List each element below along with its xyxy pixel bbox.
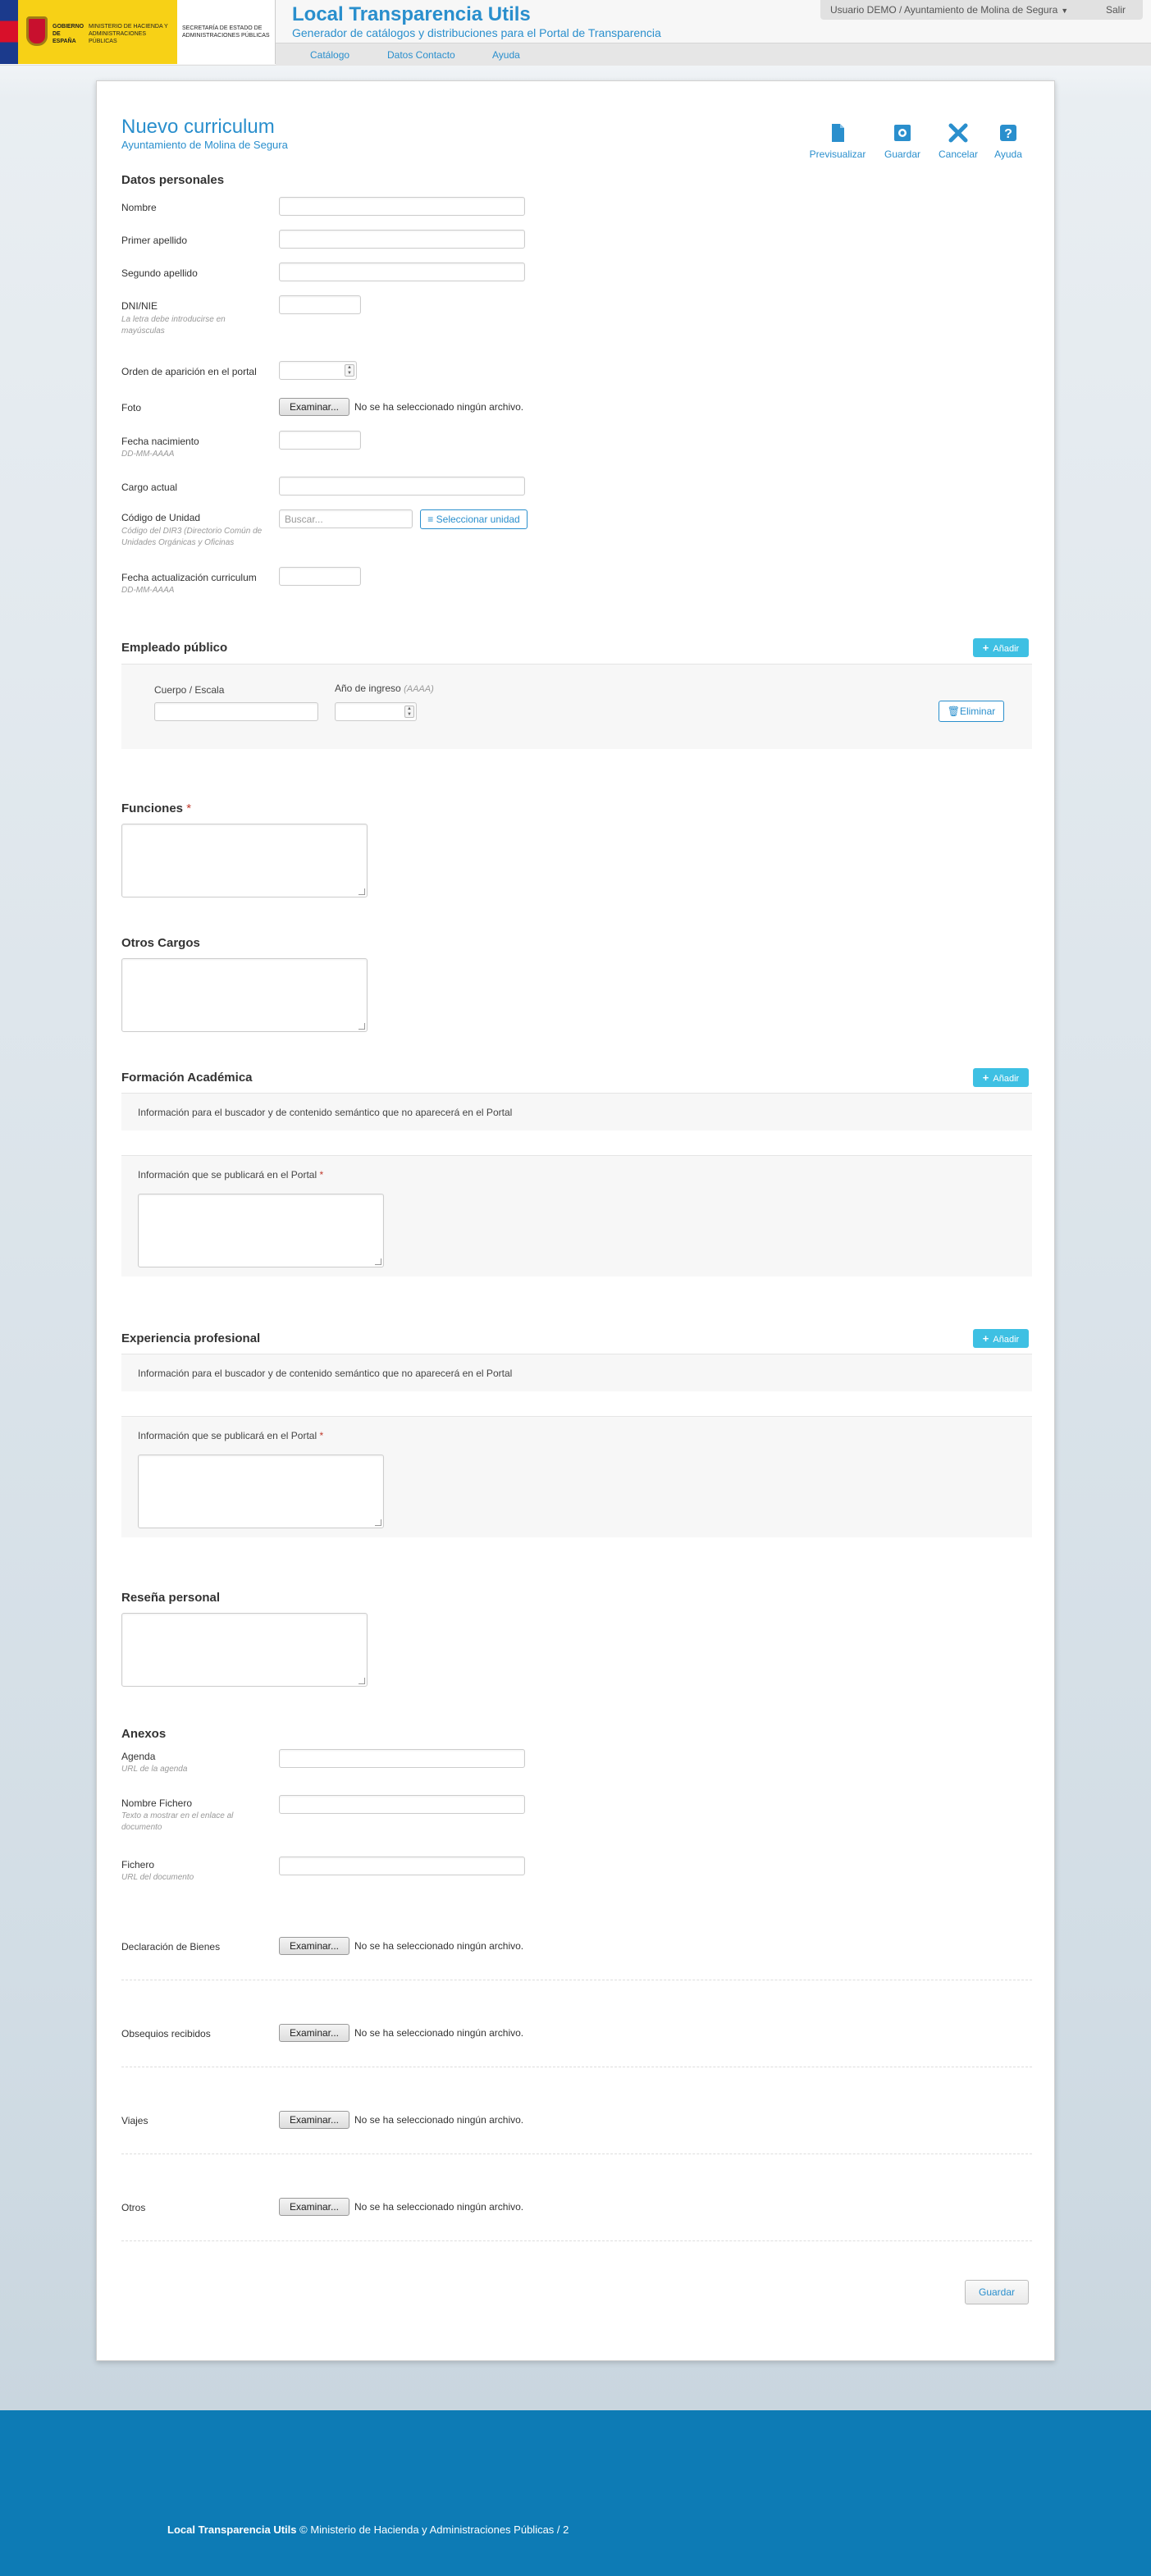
fecha-actualizacion-input[interactable] [279,567,361,586]
app-subtitle: Generador de catálogos y distribuciones para el Portal de Transparencia [292,26,661,39]
coat-of-arms-icon [26,16,48,46]
preview-label: Previsualizar [809,148,866,160]
section-resena: Reseña personal [121,1591,221,1605]
otros-browse-button[interactable]: Examinar... [279,2198,349,2216]
spinner-icon[interactable]: ▲ ▼ [404,706,414,718]
anio-input[interactable] [335,702,417,721]
empleado-add-button[interactable] [973,638,1029,657]
empleado-add-label: Añadir [993,644,1020,654]
required-mark: * [319,1169,324,1181]
resena-textarea[interactable] [121,1613,368,1687]
primer-apellido-input[interactable] [279,230,525,249]
formacion-published-panel [121,1155,1032,1277]
dni-input[interactable] [279,295,361,314]
experiencia-textarea[interactable] [138,1455,384,1528]
foto-browse-button[interactable]: Examinar... [279,398,349,416]
fichero-hint: URL del documento [121,1873,194,1882]
anio-label-text: Año de ingreso [335,683,401,694]
main-nav [276,43,1151,66]
codigo-unidad-input[interactable]: Buscar... [279,509,413,528]
help-label: Ayuda [994,148,1022,160]
section-otros-cargos: Otros Cargos [121,936,200,950]
document-icon [827,122,848,144]
section-experiencia: Experiencia profesional [121,1331,261,1345]
dni-hint: La letra debe introducirse en mayúsculas [121,315,226,336]
select-unit-button[interactable] [420,509,528,529]
cuerpo-label: Cuerpo / Escala [154,684,225,696]
segundo-apellido-label: Segundo apellido [121,267,198,279]
funciones-textarea[interactable] [121,824,368,897]
section-empleado-publico: Empleado público [121,641,228,655]
caret-down-icon: ▼ [1061,7,1069,15]
agenda-input[interactable] [279,1749,525,1768]
cuerpo-input[interactable] [154,702,318,721]
footer [0,2410,1151,2576]
viajes-browse-button[interactable]: Examinar... [279,2111,349,2129]
fecha-nacimiento-hint: DD-MM-AAAA [121,450,175,459]
formacion-published-text: Información que se publicará en el Portal [138,1169,317,1181]
experiencia-add-button[interactable] [973,1329,1029,1348]
user-menu[interactable] [830,4,1068,16]
otros-file-status: No se ha seleccionado ningún archivo. [354,2201,524,2213]
section-datos-personales: Datos personales [121,173,225,187]
plus-icon: + [982,1071,989,1084]
viajes-label: Viajes [121,2115,148,2126]
cancel-label: Cancelar [938,148,979,160]
codigo-unidad-label: Código de Unidad [121,512,201,523]
experiencia-published-panel [121,1416,1032,1537]
agenda-label: Agenda [121,1751,156,1762]
codigo-unidad-hint: Código del DIR3 (Directorio Común de Unidades Orgánicas y Oficinas [121,527,263,547]
nombre-fichero-input[interactable] [279,1795,525,1814]
primer-apellido-label: Primer apellido [121,235,188,246]
top-header [0,0,1151,66]
nombre-label: Nombre [121,202,157,213]
user-menu-label: Usuario DEMO / Ayuntamiento de Molina de Segura [830,4,1058,16]
help-button[interactable] [975,122,1041,160]
formacion-add-button[interactable] [973,1068,1029,1087]
fecha-actualizacion-label: Fecha actualización curriculum [121,572,257,583]
nav-ayuda[interactable]: Ayuda [492,49,520,61]
orden-input[interactable] [279,361,357,380]
plus-icon: + [982,1332,989,1345]
segundo-apellido-input[interactable] [279,263,525,281]
page-subtitle: Ayuntamiento de Molina de Segura [121,139,288,151]
help-icon [998,122,1019,144]
foto-label: Foto [121,402,142,413]
funciones-title: Funciones [121,802,184,815]
toolbar-save-label: Guardar [884,148,921,160]
close-icon [948,122,969,144]
obsequios-browse-button[interactable]: Examinar... [279,2024,349,2042]
dni-label: DNI/NIE [121,300,158,312]
save-button[interactable]: Guardar [965,2280,1029,2304]
preview-button[interactable] [805,122,870,160]
experiencia-published-label [138,1430,323,1441]
logo-ministry-text: MINISTERIO DE HACIENDA Y ADMINISTRACIONES PÚBLICAS [89,24,168,44]
formacion-info-panel [121,1093,1032,1130]
fichero-label: Fichero [121,1859,155,1870]
otros-label: Otros [121,2202,146,2213]
anio-label [335,683,434,694]
formacion-add-label: Añadir [993,1074,1020,1084]
save-icon [892,122,913,144]
trash-icon: 🗑 [947,706,960,717]
page-title: Nuevo curriculum [121,116,275,138]
nombre-fichero-label: Nombre Fichero [121,1797,193,1809]
declaracion-browse-button[interactable]: Examinar... [279,1937,349,1955]
anio-hint: (AAAA) [404,684,434,694]
nav-catalogo[interactable]: Catálogo [310,49,350,61]
spinner-icon[interactable]: ▲ ▼ [345,364,354,377]
obsequios-label: Obsequios recibidos [121,2028,211,2039]
fichero-input[interactable] [279,1857,525,1875]
footer-brand[interactable]: Local Transparencia Utils [167,2523,297,2536]
logo-gob-text: GOBIERNO DE ESPAÑA [53,24,84,44]
cargo-label: Cargo actual [121,482,178,493]
section-formacion: Formación Académica [121,1071,253,1085]
formacion-textarea[interactable] [138,1194,384,1267]
nombre-fichero-hint: Texto a mostrar en el enlace al documento [121,1811,234,1832]
user-box [820,0,1143,20]
select-unit-label: Seleccionar unidad [436,514,520,525]
logout-link[interactable]: Salir [1106,4,1126,16]
section-anexos: Anexos [121,1727,167,1741]
nombre-input[interactable] [279,197,525,216]
required-mark: * [319,1430,324,1441]
required-mark: * [186,802,192,815]
app-title[interactable]: Local Transparencia Utils [292,3,531,25]
government-logo [0,0,276,64]
orden-label: Orden de aparición en el portal [121,366,257,377]
svg-text:?: ? [1004,127,1012,141]
experiencia-add-label: Añadir [993,1335,1020,1345]
list-icon: ≡ [427,514,434,525]
experiencia-published-text: Información que se publicará en el Portal [138,1430,317,1441]
form-card [96,80,1055,2361]
agenda-hint: URL de la agenda [121,1765,188,1774]
empleado-remove-label: Eliminar [959,706,996,717]
fecha-nacimiento-input[interactable] [279,431,361,450]
flag-stripe [0,0,18,64]
obsequios-file-status: No se ha seleccionado ningún archivo. [354,2027,524,2039]
cargo-input[interactable] [279,477,525,496]
experiencia-info-panel [121,1354,1032,1391]
footer-copyright: © Ministerio de Hacienda y Administraciones Públicas / 2 [299,2523,569,2536]
experiencia-info-text: Información para el buscador y de contenido semántico que no aparecerá en el Portal [138,1368,513,1379]
nav-datos-contacto[interactable]: Datos Contacto [387,49,455,61]
empleado-panel [121,664,1032,749]
logo-secretary-text: SECRETARÍA DE ESTADO DE ADMINISTRACIONES PÚBLICAS [182,25,270,39]
foto-file-status: No se ha seleccionado ningún archivo. [354,401,524,413]
empleado-remove-button[interactable] [939,701,1004,722]
divider [121,2240,1032,2241]
declaracion-file-status: No se ha seleccionado ningún archivo. [354,1940,524,1952]
declaracion-label: Declaración de Bienes [121,1941,221,1953]
section-funciones [121,802,191,815]
plus-icon: + [982,642,989,654]
fecha-nacimiento-label: Fecha nacimiento [121,436,199,447]
footer-text [167,2523,569,2536]
formacion-published-label [138,1169,323,1181]
otros-cargos-textarea[interactable] [121,958,368,1032]
formacion-info-text: Información para el buscador y de contenido semántico que no aparecerá en el Portal [138,1107,513,1118]
fecha-actualizacion-hint: DD-MM-AAAA [121,586,175,595]
viajes-file-status: No se ha seleccionado ningún archivo. [354,2114,524,2126]
